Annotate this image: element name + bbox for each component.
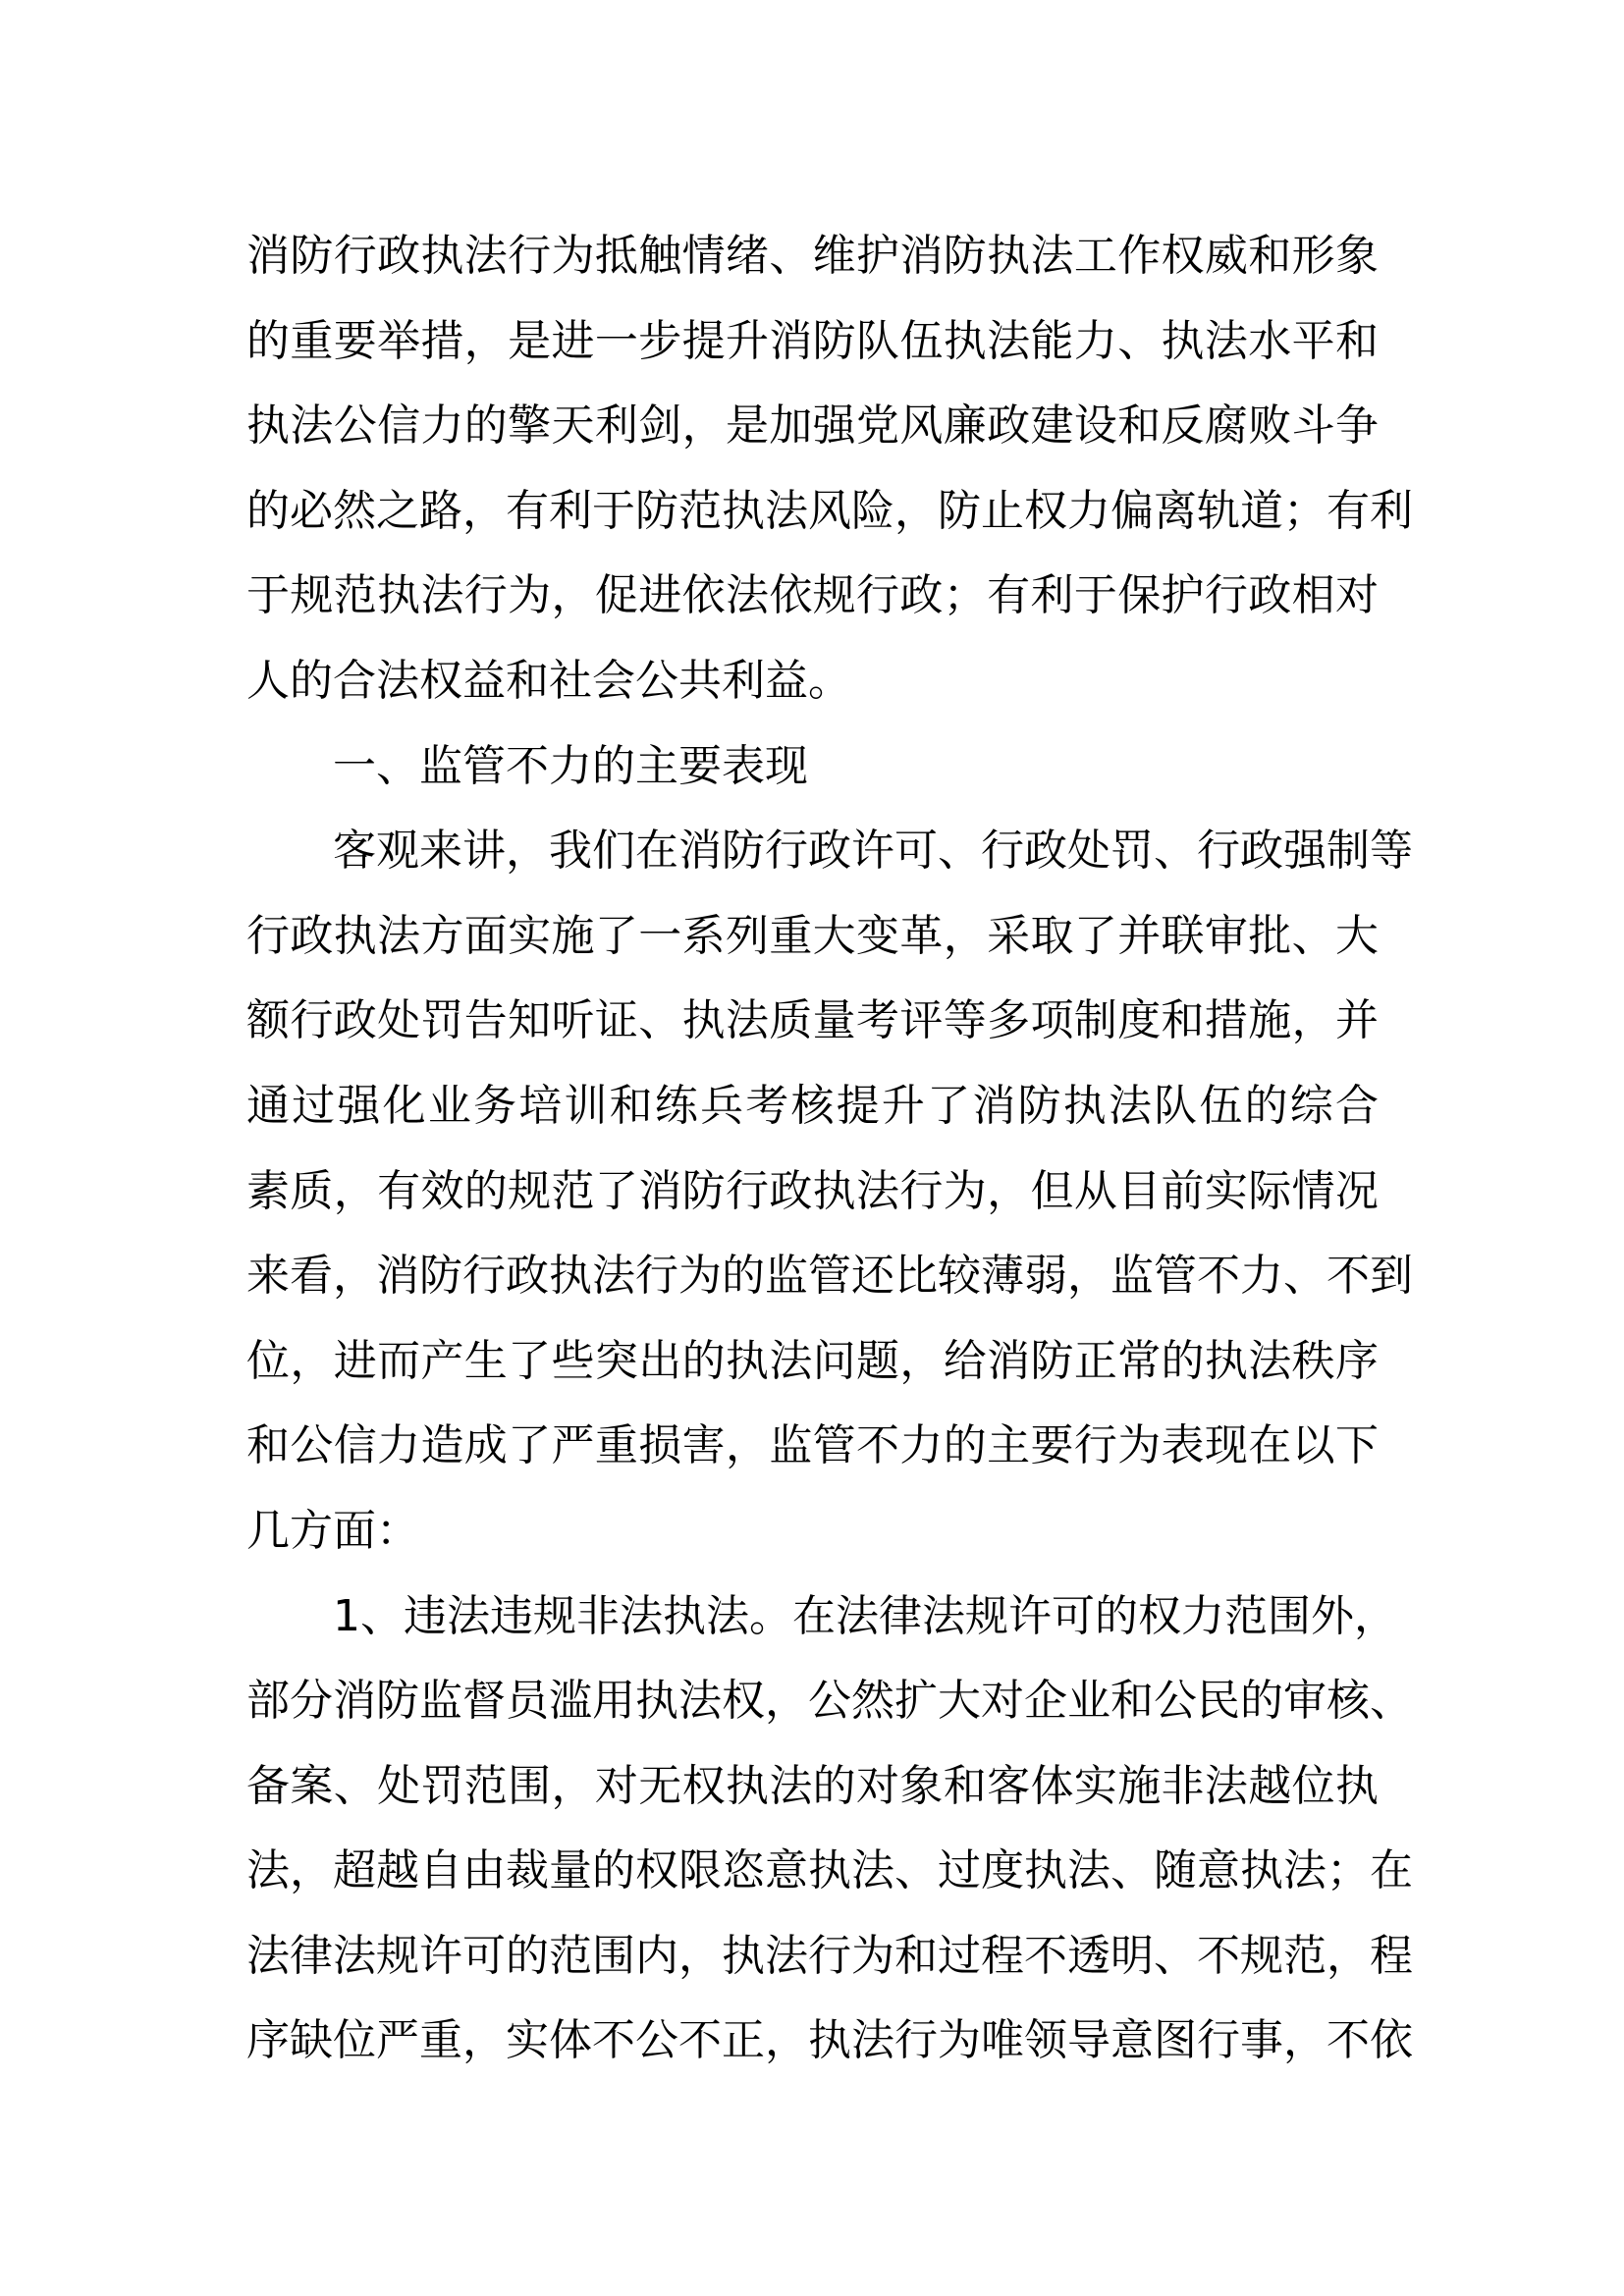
section-heading bbox=[246, 724, 1379, 810]
document-page bbox=[246, 214, 1413, 2084]
text-line: 备案、处罚范围，对无权执法的对象和客体实施非法越位执 bbox=[246, 1760, 1379, 1811]
text-line: 于规范执法行为，促进依法依规行政；有利于保护行政相对 bbox=[246, 570, 1379, 621]
text-line: 法，超越自由裁量的权限恣意执法、过度执法、随意执法；在 bbox=[246, 1845, 1413, 1896]
text-line: 通过强化业务培训和练兵考核提升了消防执法队伍的综合 bbox=[246, 1080, 1379, 1131]
text-line: 来看，消防行政执法行为的监管还比较薄弱，监管不力、不到 bbox=[246, 1251, 1413, 1302]
text-line: 部分消防监督员滥用执法权，公然扩大对企业和公民的审核、 bbox=[246, 1676, 1413, 1727]
text-line: 人的合法权益和社会公共利益。 bbox=[246, 655, 851, 706]
text-line: 行政执法方面实施了一系列重大变革，采取了并联审批、大 bbox=[246, 910, 1379, 961]
paragraph-overview bbox=[246, 809, 1413, 1574]
text-line: 客观来讲，我们在消防行政许可、行政处罚、行政强制等 bbox=[333, 826, 1413, 877]
paragraph-item-1 bbox=[246, 1575, 1413, 2085]
text-line: 1、违法违规非法执法。在法律法规许可的权力范围外， bbox=[333, 1590, 1397, 1641]
text-line: 和公信力造成了严重损害，监管不力的主要行为表现在以下 bbox=[246, 1420, 1379, 1471]
paragraph-intro-continuation bbox=[246, 214, 1413, 724]
text-line: 执法公信力的擎天利剑，是加强党风廉政建设和反腐败斗争 bbox=[246, 400, 1379, 452]
text-line: 消防行政执法行为抵触情绪、维护消防执法工作权威和形象 bbox=[246, 231, 1379, 281]
text-line: 序缺位严重，实体不公不正，执法行为唯领导意图行事，不依 bbox=[246, 2015, 1413, 2066]
text-line: 的重要举措，是进一步提升消防队伍执法能力、执法水平和 bbox=[246, 315, 1379, 366]
text-line: 额行政处罚告知听证、执法质量考评等多项制度和措施，并 bbox=[246, 995, 1379, 1046]
text-line: 位，进而产生了些突出的执法问题，给消防正常的执法秩序 bbox=[246, 1335, 1379, 1386]
text-line: 素质，有效的规范了消防行政执法行为，但从目前实际情况 bbox=[246, 1165, 1379, 1216]
heading-text: 一、监管不力的主要表现 bbox=[333, 740, 808, 791]
text-line: 的必然之路，有利于防范执法风险，防止权力偏离轨道；有利 bbox=[246, 485, 1413, 536]
text-line: 法律法规许可的范围内，执法行为和过程不透明、不规范，程 bbox=[246, 1930, 1413, 1981]
text-line: 几方面： bbox=[246, 1505, 419, 1556]
